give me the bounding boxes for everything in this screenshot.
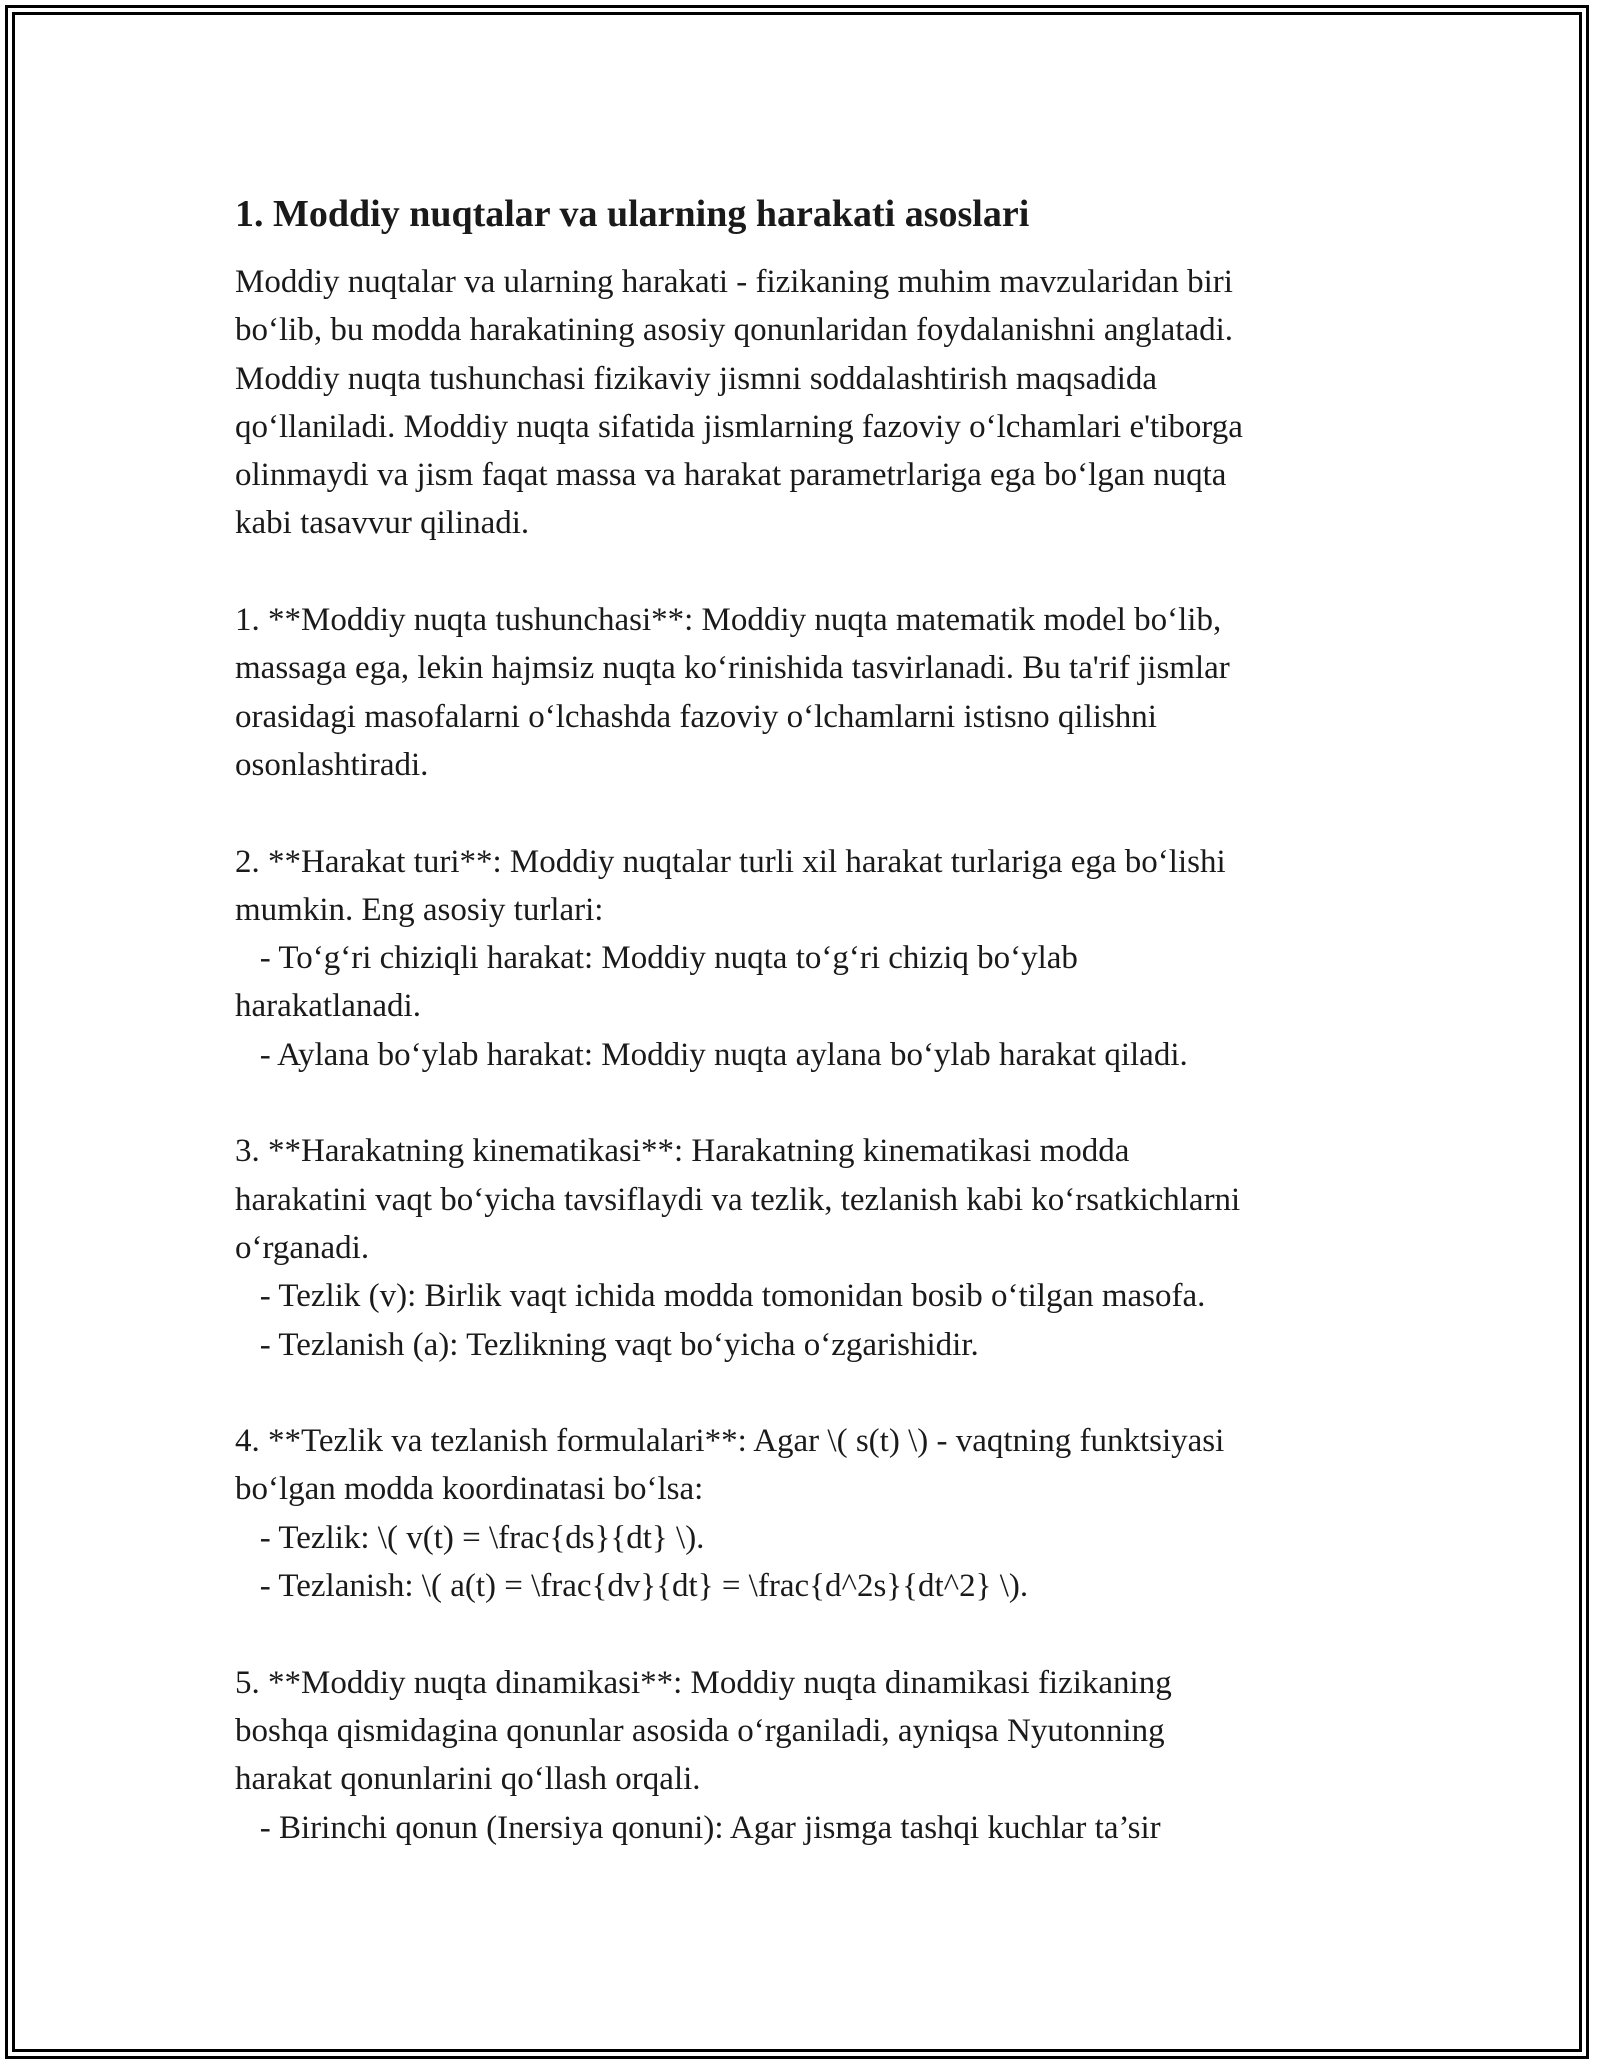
text-line: 4. **Tezlik va tezlanish formulalari**: Agar \( s(t) \) - vaqtning funktsiyasi — [235, 1423, 1225, 1460]
blank-line — [235, 789, 1370, 837]
text-line: olinmaydi va jism faqat massa va harakat parametrlariga ega bo‘lgan nuqta — [235, 457, 1227, 494]
text-line: o‘rganadi. — [235, 1229, 370, 1266]
text-line: harakatlanadi. — [235, 988, 421, 1025]
text-line: Moddiy nuqtalar va ularning harakati - fizikaning muhim mavzularidan biri — [235, 264, 1233, 300]
document-page — [235, 188, 1370, 1852]
body-text — [235, 258, 1370, 1852]
text-line: massaga ega, lekin hajmsiz nuqta ko‘rinishida tasvirlanadi. Bu ta'rif jismlar — [235, 650, 1230, 687]
blank-line — [235, 1079, 1370, 1127]
text-line: 3. **Harakatning kinematikasi**: Harakatning kinematikasi modda — [235, 1133, 1130, 1170]
text-line: harakatini vaqt bo‘yicha tavsiflaydi va tezlik, tezlanish kabi ko‘rsatkichlarni — [235, 1181, 1241, 1218]
text-line: Moddiy nuqta tushunchasi fizikaviy jismni soddalashtirish maqsadida — [235, 360, 1158, 397]
text-line: 1. **Moddiy nuqta tushunchasi**: Moddiy nuqta matematik model bo‘lib, — [235, 602, 1222, 639]
text-line: 5. **Moddiy nuqta dinamikasi**: Moddiy nuqta dinamikasi fizikaning — [235, 1664, 1172, 1701]
text-line: qo‘llaniladi. Moddiy nuqta sifatida jismlarning fazoviy o‘lchamlari e'tiborga — [235, 408, 1243, 445]
text-line: - To‘g‘ri chiziqli harakat: Moddiy nuqta to‘g‘ri chiziq bo‘ylab — [235, 940, 1078, 977]
text-line: bo‘lgan modda koordinatasi bo‘lsa: — [235, 1471, 704, 1508]
text-line: kabi tasavvur qilinadi. — [235, 505, 530, 542]
blank-line — [235, 1610, 1370, 1658]
text-line: mumkin. Eng asosiy turlari: — [235, 891, 604, 928]
section-heading: 1. Moddiy nuqtalar va ularning harakati asoslari — [235, 193, 1030, 235]
text-line: - Tezlanish (a): Tezlikning vaqt bo‘yicha o‘zgarishidir. — [235, 1326, 979, 1363]
blank-line — [235, 1369, 1370, 1417]
text-line: bo‘lib, bu modda harakatining asosiy qonunlaridan foydalanishni anglatadi. — [235, 312, 1234, 349]
text-line: orasidagi masofalarni o‘lchashda fazoviy o‘lchamlarni istisno qilishni — [235, 698, 1157, 735]
text-line: - Birinchi qonun (Inersiya qonuni): Agar jismga tashqi kuchlar ta’sir — [235, 1809, 1161, 1846]
text-line: osonlashtiradi. — [235, 746, 429, 783]
text-line: - Tezlik (v): Birlik vaqt ichida modda tomonidan bosib o‘tilgan masofa. — [235, 1278, 1206, 1315]
blank-line — [235, 548, 1370, 596]
text-line: 2. **Harakat turi**: Moddiy nuqtalar turli xil harakat turlariga ega bo‘lishi — [235, 843, 1226, 880]
text-line: - Tezlanish: \( a(t) = \frac{dv}{dt} = \frac{d^2s}{dt^2} \). — [235, 1568, 1029, 1605]
text-line: - Tezlik: \( v(t) = \frac{ds}{dt} \). — [235, 1519, 705, 1556]
text-line: - Aylana bo‘ylab harakat: Moddiy nuqta aylana bo‘ylab harakat qiladi. — [235, 1036, 1188, 1073]
text-line: harakat qonunlarini qo‘llash orqali. — [235, 1761, 701, 1798]
text-line: boshqa qismidagina qonunlar asosida o‘rganiladi, ayniqsa Nyutonning — [235, 1712, 1165, 1749]
